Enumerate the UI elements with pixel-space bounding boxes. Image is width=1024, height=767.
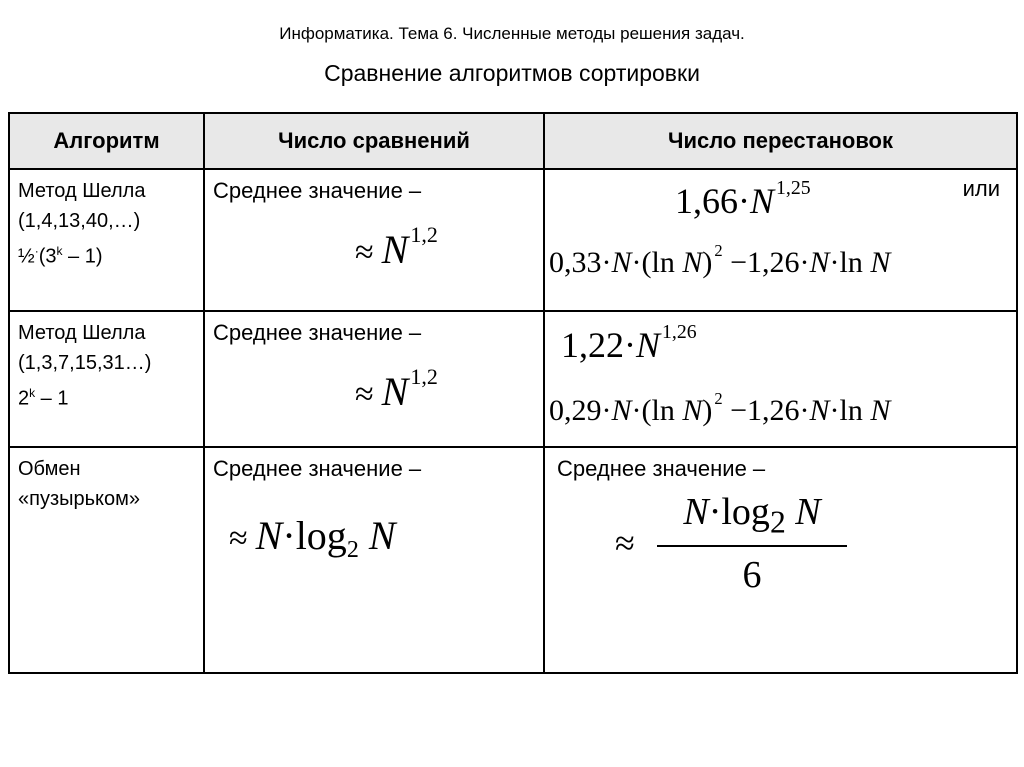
comparisons-cell xyxy=(204,169,544,311)
table-row xyxy=(9,447,1017,673)
swaps-cell xyxy=(544,169,1017,311)
swaps-fraction xyxy=(657,490,847,597)
algorithm-name: Метод Шелла xyxy=(18,322,146,344)
comparisons-cell xyxy=(204,447,544,673)
swaps-formula-1: 1,22·N $^{1,26}$ xyxy=(561,321,697,365)
column-header-comparisons: Число сравнений xyxy=(204,113,544,169)
algorithm-cell xyxy=(9,447,204,673)
average-label: Среднее значение – xyxy=(557,456,766,481)
comparisons-formula: ≈ N$^{1,2}$ xyxy=(355,222,438,272)
subject-header: Информатика. Тема 6. Численные методы решения задач. xyxy=(279,24,745,43)
fraction-numerator: $N\cdot\log_2$ N xyxy=(657,490,847,547)
swaps-formula-2: 0,29·N·(ln N) $^2$ −1,26·N·ln N xyxy=(549,389,891,427)
comparisons-cell xyxy=(204,311,544,447)
table-header-row xyxy=(9,113,1017,169)
swaps-formula-2: 0,33·N·(ln N) $^2$ −1,26·N·ln N xyxy=(549,241,891,279)
algorithm-cell xyxy=(9,311,204,447)
average-label: Среднее значение – xyxy=(213,178,422,203)
column-header-algorithm: Алгоритм xyxy=(9,113,204,169)
algorithm-name-cont: «пузырьком» xyxy=(18,488,141,510)
column-header-swaps: Число перестановок xyxy=(544,113,1017,169)
table-row xyxy=(9,311,1017,447)
swaps-cell xyxy=(544,311,1017,447)
or-label: или xyxy=(962,176,1000,201)
approx-sign: ≈ xyxy=(615,523,635,563)
fraction-denominator: 6 xyxy=(742,553,762,596)
comparisons-formula: ≈ N$^{1,2}$ xyxy=(355,364,438,414)
algorithm-formula: 2$^k$ – 1 xyxy=(18,386,69,410)
swaps-cell xyxy=(544,447,1017,673)
comparison-table xyxy=(8,112,1018,674)
swaps-formula-1: 1,66·N $^{1,25}$ xyxy=(675,177,811,221)
algorithm-sequence: (1,3,7,15,31…) xyxy=(18,352,152,374)
algorithm-name: Обмен xyxy=(18,458,81,480)
slide-title: Сравнение алгоритмов сортировки xyxy=(324,60,700,86)
algorithm-name: Метод Шелла xyxy=(18,180,146,202)
table-row xyxy=(9,169,1017,311)
comparisons-formula: ≈ $N\cdot\log_2$ N xyxy=(229,513,396,564)
algorithm-sequence: (1,4,13,40,…) xyxy=(18,210,141,232)
algorithm-formula: ½·(3$^k$ – 1) xyxy=(18,244,103,268)
algorithm-cell xyxy=(9,169,204,311)
average-label: Среднее значение – xyxy=(213,456,422,481)
average-label: Среднее значение – xyxy=(213,320,422,345)
